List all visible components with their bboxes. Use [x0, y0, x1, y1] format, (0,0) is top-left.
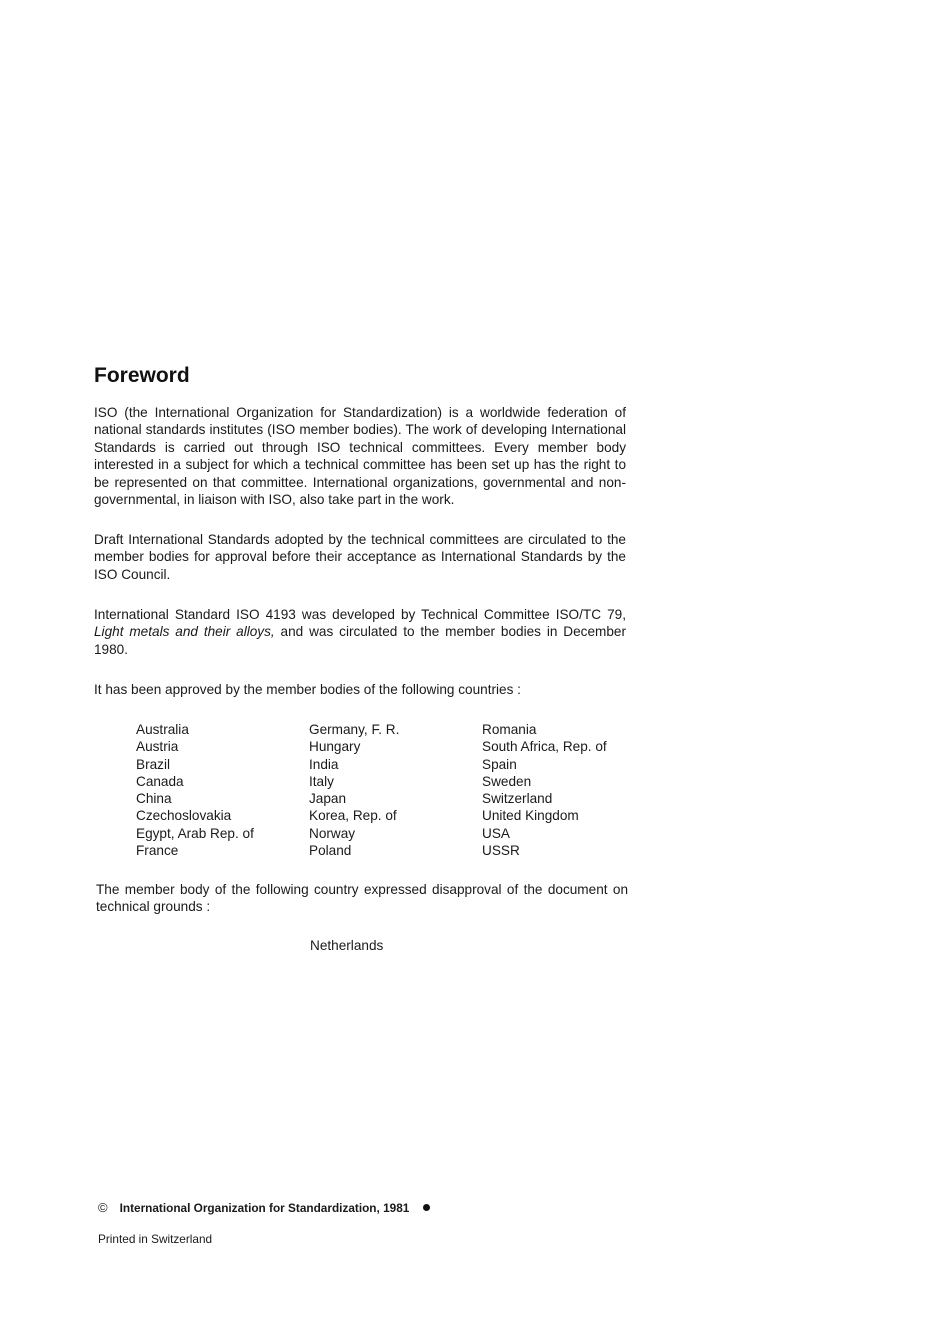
- page-title: Foreword: [94, 364, 190, 387]
- country-item: Japan: [309, 791, 347, 807]
- paragraph-3-text-end: and was circulated to the member bodies in December 1980.: [94, 624, 626, 657]
- country-item: Norway: [309, 825, 356, 841]
- copyright-organization: International Organization for Standardization, 1981: [119, 1200, 410, 1215]
- countries-column-2: [309, 721, 482, 859]
- countries-column-3: [482, 721, 642, 859]
- disapproval-intro: The member body of the following country expressed disapproval of the document on technical grounds :: [96, 882, 628, 915]
- country-item: Czechoslovakia: [136, 808, 232, 824]
- country-item: USA: [482, 825, 510, 841]
- country-item: USSR: [482, 843, 520, 859]
- bullet-icon: [423, 1204, 430, 1211]
- countries-column-1: [136, 721, 309, 859]
- country-item: Austria: [136, 739, 179, 755]
- country-item: Switzerland: [482, 791, 553, 807]
- copyright-line: [98, 1200, 430, 1215]
- printed-location: Printed in Switzerland: [98, 1232, 213, 1246]
- copyright-icon: ©: [98, 1200, 108, 1215]
- paragraph-3-text-start: International Standard ISO 4193 was developed by Technical Committee ISO/TC 79,: [94, 607, 626, 622]
- country-item: Brazil: [136, 756, 170, 772]
- foreword-paragraph-1: ISO (the International Organization for Standardization) is a worldwide federation of national standards institutes (ISO member bodies). The work of developing International Standards is carried out through ISO technical committees. Every member body interested in a subject for which a technical committee has been set up has the right to be represented on that committee. International organizations, governmental and non-governmental, in liaison with ISO, also take part in the work.: [94, 405, 626, 508]
- country-item: Korea, Rep. of: [309, 808, 397, 824]
- country-item: Romania: [482, 722, 537, 737]
- country-item: Sweden: [482, 773, 532, 789]
- country-item: France: [136, 843, 179, 859]
- country-item: United Kingdom: [482, 808, 579, 824]
- country-item: China: [136, 791, 172, 807]
- foreword-paragraph-3: [94, 606, 626, 658]
- country-item: Germany, F. R.: [309, 722, 400, 737]
- country-item: Poland: [309, 843, 352, 859]
- disapproving-country: Netherlands: [310, 938, 384, 953]
- country-item: Canada: [136, 773, 184, 789]
- approval-intro: It has been approved by the member bodies of the following countries :: [94, 682, 521, 697]
- country-item: South Africa, Rep. of: [482, 739, 607, 755]
- country-item: India: [309, 756, 339, 772]
- committee-title: Light metals and their alloys,: [94, 624, 275, 640]
- country-item: Australia: [136, 722, 189, 737]
- country-item: Hungary: [309, 739, 361, 755]
- approving-countries-list: [136, 721, 642, 859]
- foreword-paragraph-2: Draft International Standards adopted by the technical committees are circulated to the member bodies for approval before their acceptance as International Standards by the ISO Council.: [94, 532, 626, 582]
- country-item: Spain: [482, 756, 517, 772]
- country-item: Egypt, Arab Rep. of: [136, 825, 254, 841]
- country-item: Italy: [309, 773, 334, 789]
